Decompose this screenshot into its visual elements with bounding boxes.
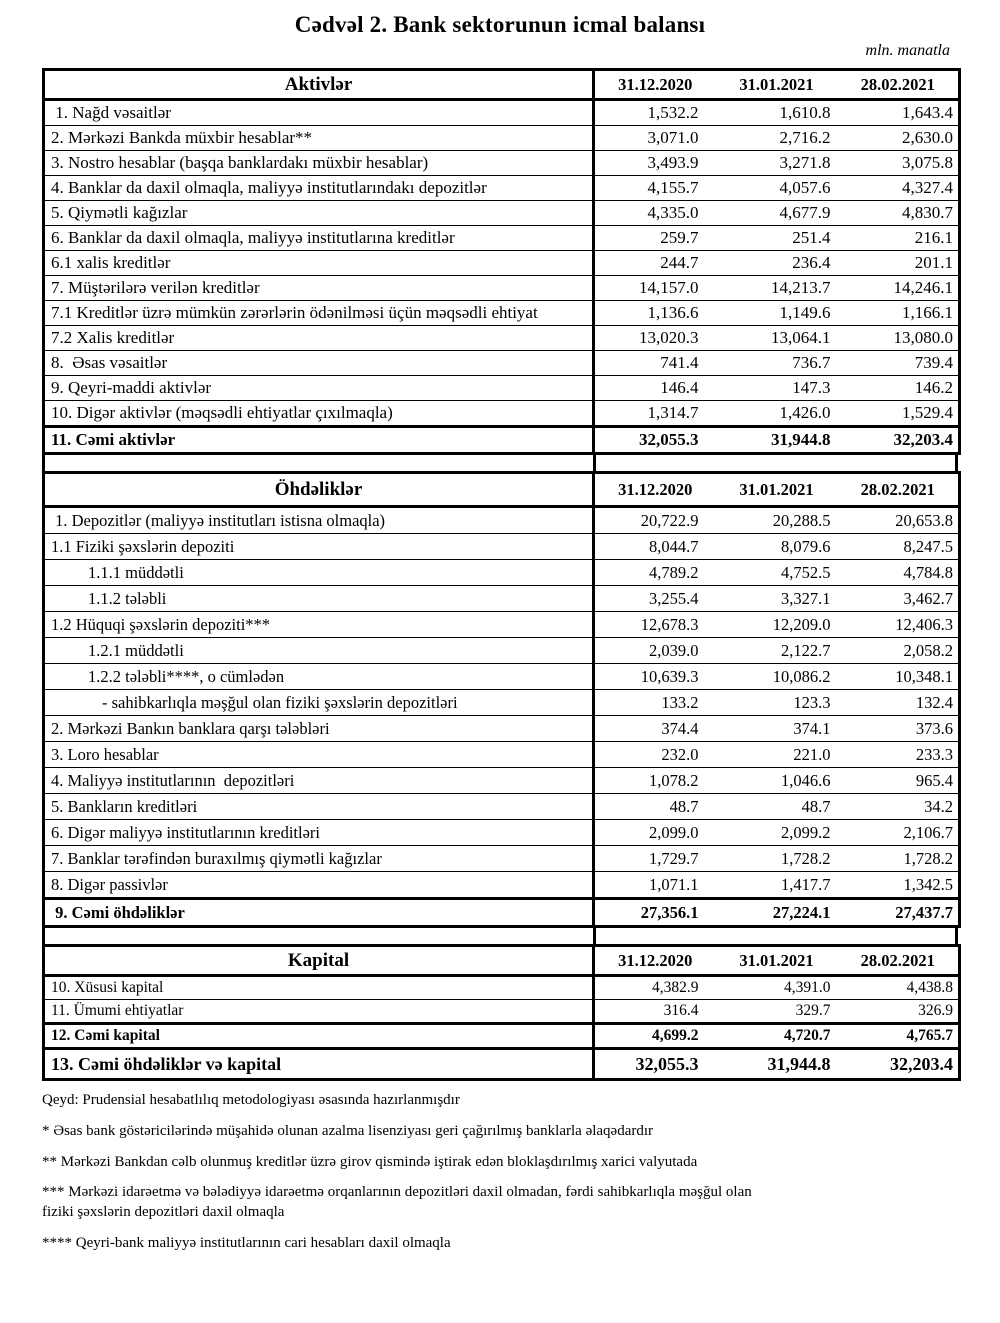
table-row [44, 1049, 960, 1080]
cell-value: 1,149.6 [716, 301, 838, 326]
cell-value: 20,653.8 [838, 507, 960, 534]
table-row [44, 351, 960, 376]
cell-value: 48.7 [594, 794, 716, 820]
cell-value: 2,039.0 [594, 638, 716, 664]
row-label: 2. Mərkəzi Bankda müxbir hesablar** [44, 126, 594, 151]
table-row [44, 226, 960, 251]
cell-value: 259.7 [594, 226, 716, 251]
cell-value: 965.4 [838, 768, 960, 794]
cell-value: 13,020.3 [594, 326, 716, 351]
cell-value: 8,079.6 [716, 534, 838, 560]
row-label: 7.1 Kreditlər üzrə mümkün zərərlərin ödənilməsi üçün məqsədli ehtiyat [44, 301, 594, 326]
cell-value: 201.1 [838, 251, 960, 276]
cell-value: 8,247.5 [838, 534, 960, 560]
row-label: 7.2 Xalis kreditlər [44, 326, 594, 351]
table-row [44, 126, 960, 151]
cell-value: 3,462.7 [838, 586, 960, 612]
table-row [44, 276, 960, 301]
cell-value: 251.4 [716, 226, 838, 251]
cell-value: 1,529.4 [838, 401, 960, 427]
row-label: 1.2.1 müddətli [44, 638, 594, 664]
cell-value: 2,099.2 [716, 820, 838, 846]
header-row [44, 70, 960, 100]
cell-value: 1,071.1 [594, 872, 716, 899]
header-row [44, 473, 960, 507]
cell-value: 236.4 [716, 251, 838, 276]
cell-value: 2,106.7 [838, 820, 960, 846]
table-row [44, 638, 960, 664]
footnote: **** Qeyri-bank maliyyə institutlarının cari hesabları daxil olmaqla [42, 1234, 451, 1251]
cell-value: 4,830.7 [838, 201, 960, 226]
table-gap [42, 455, 958, 471]
cell-value: 374.4 [594, 716, 716, 742]
footnote: Qeyd: Prudensial hesabatlılıq metodologiyası əsasında hazırlanmışdır [42, 1092, 460, 1108]
cell-value: 1,643.4 [838, 100, 960, 126]
section-header: Aktivlər [44, 70, 594, 100]
column-header-date: 31.01.2021 [716, 946, 838, 976]
cell-value: 4,382.9 [594, 976, 716, 1000]
cell-value: 326.9 [838, 1000, 960, 1024]
footnote: *** Mərkəzi idarəetmə və bələdiyyə idarəetmə orqanlarının depozitləri daxil olmadan, fərdi sahibkarlıqla məşğul olan fiziki şəxslərin depozitləri daxil olmaqla [42, 1184, 752, 1221]
table-row [44, 976, 960, 1000]
cell-value: 12,209.0 [716, 612, 838, 638]
cell-value: 2,716.2 [716, 126, 838, 151]
row-label: 1.1.1 müddətli [44, 560, 594, 586]
cell-value: 1,166.1 [838, 301, 960, 326]
table-row [44, 846, 960, 872]
table-row [44, 100, 960, 126]
row-label: 11. Cəmi aktivlər [44, 427, 594, 454]
column-header-date: 28.02.2021 [838, 946, 960, 976]
column-header-date: 31.12.2020 [594, 473, 716, 507]
table-row [44, 401, 960, 427]
footnote: ** Mərkəzi Bankdan cəlb olunmuş kreditlər üzrə girov qismində iştirak edən bloklaşdırılmış xarici valyutada [42, 1153, 698, 1170]
row-label: 1. Nağd vəsaitlər [44, 100, 594, 126]
cell-value: 10,639.3 [594, 664, 716, 690]
row-label: 9. Cəmi öhdəliklər [44, 899, 594, 927]
cell-value: 1,532.2 [594, 100, 716, 126]
cell-value: 4,155.7 [594, 176, 716, 201]
row-label: 1.2.2 tələbli****, o cümlədən [44, 664, 594, 690]
cell-value: 10,348.1 [838, 664, 960, 690]
cell-value: 20,722.9 [594, 507, 716, 534]
cell-value: 12,406.3 [838, 612, 960, 638]
section-header: Kapital [44, 946, 594, 976]
column-header-date: 28.02.2021 [838, 70, 960, 100]
table-row [44, 301, 960, 326]
table-row [44, 612, 960, 638]
table-row [44, 560, 960, 586]
cell-value: 32,055.3 [594, 427, 716, 454]
cell-value: 4,327.4 [838, 176, 960, 201]
balance-tables [42, 68, 958, 1081]
row-label: 5. Bankların kreditləri [44, 794, 594, 820]
cell-value: 1,610.8 [716, 100, 838, 126]
table-row [44, 872, 960, 899]
row-label: 6. Banklar da daxil olmaqla, maliyyə institutlarına kreditlər [44, 226, 594, 251]
cell-value: 1,314.7 [594, 401, 716, 427]
cell-value: 14,213.7 [716, 276, 838, 301]
table-row [44, 820, 960, 846]
table-gap [42, 928, 958, 944]
cell-value: 1,728.2 [716, 846, 838, 872]
cell-value: 34.2 [838, 794, 960, 820]
row-label: 12. Cəmi kapital [44, 1024, 594, 1049]
column-header-date: 28.02.2021 [838, 473, 960, 507]
cell-value: 316.4 [594, 1000, 716, 1024]
cell-value: 1,046.6 [716, 768, 838, 794]
cell-value: 3,271.8 [716, 151, 838, 176]
footnotes [42, 1091, 782, 1254]
cell-value: 48.7 [716, 794, 838, 820]
cell-value: 1,136.6 [594, 301, 716, 326]
cell-value: 32,203.4 [838, 1049, 960, 1080]
row-label: 8. Digər passivlər [44, 872, 594, 899]
table-row [44, 1000, 960, 1024]
column-header-date: 31.01.2021 [716, 473, 838, 507]
page-title: Cədvəl 2. Bank sektorunun icmal balansı [294, 12, 706, 37]
cell-value: 27,224.1 [716, 899, 838, 927]
cell-value: 1,426.0 [716, 401, 838, 427]
row-label: 1.2 Hüquqi şəxslərin depoziti*** [44, 612, 594, 638]
cell-value: 20,288.5 [716, 507, 838, 534]
cell-value: 3,327.1 [716, 586, 838, 612]
cell-value: 4,789.2 [594, 560, 716, 586]
table-row [44, 742, 960, 768]
cell-value: 216.1 [838, 226, 960, 251]
table-aktivler [42, 68, 961, 455]
row-label: 13. Cəmi öhdəliklər və kapital [44, 1049, 594, 1080]
cell-value: 1,078.2 [594, 768, 716, 794]
cell-value: 741.4 [594, 351, 716, 376]
cell-value: 1,417.7 [716, 872, 838, 899]
header-row [44, 946, 960, 976]
column-header-date: 31.12.2020 [594, 946, 716, 976]
cell-value: 4,438.8 [838, 976, 960, 1000]
row-label: 9. Qeyri-maddi aktivlər [44, 376, 594, 401]
cell-value: 3,075.8 [838, 151, 960, 176]
table-row [44, 664, 960, 690]
cell-value: 2,058.2 [838, 638, 960, 664]
table-row [44, 768, 960, 794]
row-label: - sahibkarlıqla məşğul olan fiziki şəxslərin depozitləri [44, 690, 594, 716]
table-row [44, 427, 960, 454]
cell-value: 4,677.9 [716, 201, 838, 226]
table-row [44, 1024, 960, 1049]
table-row [44, 376, 960, 401]
table-row [44, 326, 960, 351]
cell-value: 244.7 [594, 251, 716, 276]
cell-value: 4,335.0 [594, 201, 716, 226]
cell-value: 10,086.2 [716, 664, 838, 690]
table-row [44, 176, 960, 201]
cell-value: 221.0 [716, 742, 838, 768]
cell-value: 32,203.4 [838, 427, 960, 454]
cell-value: 14,157.0 [594, 276, 716, 301]
cell-value: 133.2 [594, 690, 716, 716]
row-label: 4. Banklar da daxil olmaqla, maliyyə institutlarındakı depozitlər [44, 176, 594, 201]
cell-value: 4,391.0 [716, 976, 838, 1000]
cell-value: 12,678.3 [594, 612, 716, 638]
cell-value: 373.6 [838, 716, 960, 742]
row-label: 10. Digər aktivlər (məqsədli ehtiyatlar çıxılmaqla) [44, 401, 594, 427]
table-ohdelikler [42, 471, 961, 928]
row-label: 3. Nostro hesablar (başqa banklardakı müxbir hesablar) [44, 151, 594, 176]
cell-value: 4,057.6 [716, 176, 838, 201]
row-label: 6. Digər maliyyə institutlarının kreditləri [44, 820, 594, 846]
row-label: 2. Mərkəzi Bankın banklara qarşı tələbləri [44, 716, 594, 742]
cell-value: 329.7 [716, 1000, 838, 1024]
table-row [44, 899, 960, 927]
cell-value: 2,122.7 [716, 638, 838, 664]
table-row [44, 690, 960, 716]
cell-value: 13,064.1 [716, 326, 838, 351]
cell-value: 3,255.4 [594, 586, 716, 612]
row-label: 7. Müştərilərə verilən kreditlər [44, 276, 594, 301]
row-label: 7. Banklar tərəfindən buraxılmış qiymətli kağızlar [44, 846, 594, 872]
cell-value: 146.4 [594, 376, 716, 401]
column-header-date: 31.01.2021 [716, 70, 838, 100]
cell-value: 1,728.2 [838, 846, 960, 872]
cell-value: 147.3 [716, 376, 838, 401]
table-row [44, 794, 960, 820]
row-label: 3. Loro hesablar [44, 742, 594, 768]
cell-value: 736.7 [716, 351, 838, 376]
footnote: * Əsas bank göstəricilərində müşahidə olunan azalma lisenziyası geri çağırılmış banklarla əlaqədardır [42, 1122, 654, 1139]
row-label: 11. Ümumi ehtiyatlar [44, 1000, 594, 1024]
table-row [44, 151, 960, 176]
cell-value: 123.3 [716, 690, 838, 716]
cell-value: 3,493.9 [594, 151, 716, 176]
cell-value: 27,437.7 [838, 899, 960, 927]
table-row [44, 716, 960, 742]
row-label: 1.1.2 tələbli [44, 586, 594, 612]
row-label: 5. Qiymətli kağızlar [44, 201, 594, 226]
cell-value: 2,630.0 [838, 126, 960, 151]
cell-value: 4,765.7 [838, 1024, 960, 1049]
table-kapital [42, 944, 961, 1081]
cell-value: 2,099.0 [594, 820, 716, 846]
cell-value: 233.3 [838, 742, 960, 768]
table-row [44, 586, 960, 612]
cell-value: 14,246.1 [838, 276, 960, 301]
cell-value: 232.0 [594, 742, 716, 768]
cell-value: 31,944.8 [716, 427, 838, 454]
cell-value: 1,342.5 [838, 872, 960, 899]
unit-note: mln. manatla [865, 42, 950, 59]
table-row [44, 534, 960, 560]
row-label: 6.1 xalis kreditlər [44, 251, 594, 276]
cell-value: 8,044.7 [594, 534, 716, 560]
table-row [44, 201, 960, 226]
cell-value: 374.1 [716, 716, 838, 742]
cell-value: 13,080.0 [838, 326, 960, 351]
cell-value: 132.4 [838, 690, 960, 716]
cell-value: 31,944.8 [716, 1049, 838, 1080]
row-label: 1. Depozitlər (maliyyə institutları istisna olmaqla) [44, 507, 594, 534]
row-label: 10. Xüsusi kapital [44, 976, 594, 1000]
row-label: 8. Əsas vəsaitlər [44, 351, 594, 376]
cell-value: 1,729.7 [594, 846, 716, 872]
section-header: Öhdəliklər [44, 473, 594, 507]
cell-value: 146.2 [838, 376, 960, 401]
cell-value: 27,356.1 [594, 899, 716, 927]
cell-value: 4,752.5 [716, 560, 838, 586]
row-label: 1.1 Fiziki şəxslərin depoziti [44, 534, 594, 560]
row-label: 4. Maliyyə institutlarının depozitləri [44, 768, 594, 794]
table-row [44, 251, 960, 276]
column-header-date: 31.12.2020 [594, 70, 716, 100]
cell-value: 739.4 [838, 351, 960, 376]
cell-value: 4,699.2 [594, 1024, 716, 1049]
cell-value: 4,720.7 [716, 1024, 838, 1049]
cell-value: 4,784.8 [838, 560, 960, 586]
cell-value: 32,055.3 [594, 1049, 716, 1080]
table-row [44, 507, 960, 534]
cell-value: 3,071.0 [594, 126, 716, 151]
